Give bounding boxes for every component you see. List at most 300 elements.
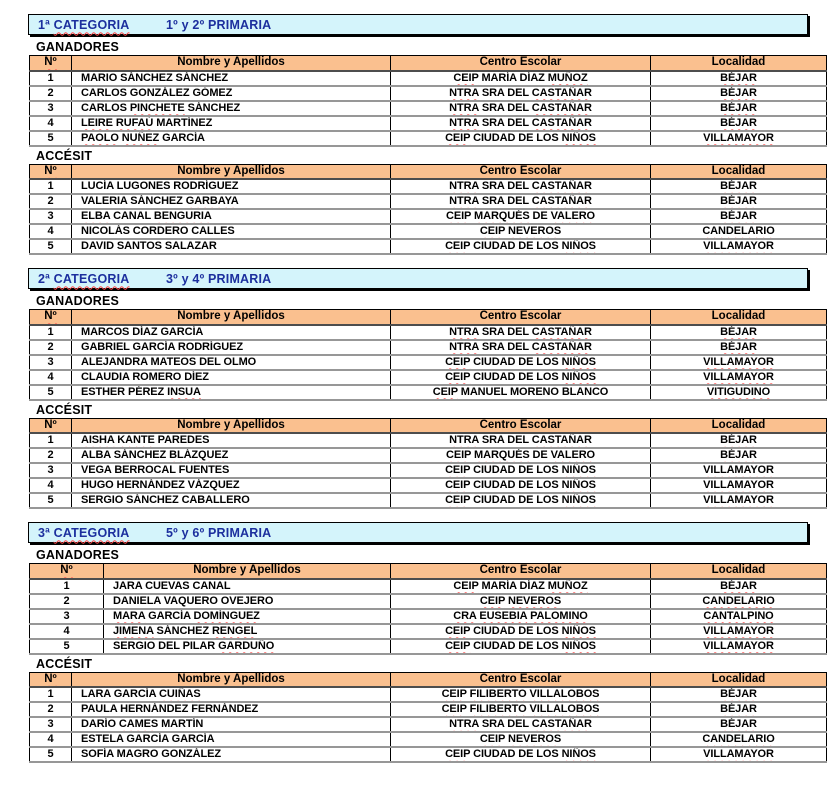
misspelled-word: VILLAMAYOR	[703, 748, 774, 760]
cell-school: CEIP MARQUÉS DE VALERO	[391, 209, 651, 224]
table-row	[30, 448, 827, 463]
misspelled-word: BLÁZQUEZ	[169, 449, 229, 461]
cell-name: MARA GARCÍA DOMÍNGUEZ	[104, 609, 391, 624]
misspelled-word: NTRA	[449, 195, 479, 207]
header-school: Centro Escolar	[391, 164, 651, 179]
cell-num: 5	[30, 639, 104, 654]
misspelled-word: BÉJAR	[720, 579, 757, 592]
cell-school: CEIP CIUDAD DE LOS NIÑOS	[391, 493, 651, 508]
category-title: 1ª CATEGORIA	[38, 17, 130, 32]
cell-school: NTRA SRA DEL CASTAÑAR	[391, 433, 651, 448]
accesit-group	[28, 149, 836, 256]
table-row	[30, 209, 827, 224]
group-label: ACCÉSIT	[36, 402, 93, 417]
misspelled-word: CEIP	[445, 639, 471, 652]
results-table	[29, 164, 827, 256]
header-name: Nombre y Apellidos	[72, 164, 391, 179]
winners-group	[28, 548, 836, 655]
misspelled-word: CEIP	[432, 385, 458, 398]
cell-town	[651, 131, 827, 146]
results-table	[29, 55, 827, 147]
cell-town	[651, 116, 827, 131]
cell-name: DAVID SANTOS SALAZAR	[72, 239, 391, 254]
misspelled-word: CEIP	[479, 594, 505, 607]
cell-school: NTRA SRA DEL CASTAÑAR	[391, 194, 651, 209]
cell-town	[651, 493, 827, 508]
cell-num: 1	[30, 687, 72, 702]
cell-num: 1	[30, 71, 72, 86]
misspelled-word: VILLAMAYOR	[703, 639, 774, 652]
group-label: ACCÉSIT	[36, 148, 93, 163]
cell-town	[651, 717, 827, 732]
header-school: Centro Escolar	[391, 564, 651, 579]
results-table	[29, 309, 827, 401]
misspelled-word: VILLAMAYOR	[703, 494, 774, 506]
misspelled-word: AISHA	[81, 434, 115, 446]
misspelled-word: CEIP	[453, 71, 479, 84]
cell-town	[651, 86, 827, 101]
misspelled-word: VILLAMAYOR	[703, 240, 774, 252]
category-header-bar	[28, 522, 808, 543]
cell-school: CEIP CIUDAD DE LOS NIÑOS	[391, 624, 651, 639]
cell-name: MARCOS DÍAZ GARCÍA	[72, 325, 391, 340]
cell-town	[651, 579, 827, 594]
header-town: Localidad	[651, 672, 827, 687]
misspelled-word: VALERO	[550, 210, 595, 222]
misspelled-word: ELBA	[81, 210, 111, 222]
misspelled-word: CASTAÑAR	[531, 86, 592, 99]
misspelled-word: BÉJAR	[720, 703, 757, 715]
cell-town	[651, 101, 827, 116]
category-grades: 1º y 2º PRIMARIA	[166, 17, 272, 32]
cell-name: ESTHER PÉREZ INSUA	[72, 385, 391, 400]
misspelled-word: NIÑOS	[561, 355, 596, 368]
cell-num: 5	[30, 385, 72, 400]
table-body	[30, 179, 827, 254]
results-table	[29, 563, 827, 655]
table-row	[30, 116, 827, 131]
misspelled-word: VALERO	[550, 449, 595, 461]
misspelled-word: BÉJAR	[720, 195, 757, 207]
header-school: Centro Escolar	[391, 310, 651, 325]
misspelled-word: PINCHETE	[129, 101, 185, 114]
misspelled-word: NEVEROS	[507, 594, 562, 607]
cell-num: 2	[30, 448, 72, 463]
cell-town	[651, 194, 827, 209]
misspelled-word: NTRA	[449, 325, 479, 338]
results-table	[29, 672, 827, 764]
misspelled-word: CANTALPINO	[703, 609, 774, 622]
misspelled-word: CASTAÑAR	[531, 434, 592, 446]
header-school: Centro Escolar	[391, 418, 651, 433]
cell-school: CEIP CIUDAD DE LOS NIÑOS	[391, 463, 651, 478]
misspelled-word: VILLAMAYOR	[703, 355, 774, 368]
cell-school: CEIP CIUDAD DE LOS NIÑOS	[391, 239, 651, 254]
table-row	[30, 101, 827, 116]
cell-town	[651, 433, 827, 448]
table-header-row	[30, 564, 827, 579]
cell-town	[651, 370, 827, 385]
cell-num: 5	[30, 493, 72, 508]
misspelled-word: CASTAÑAR	[531, 116, 592, 129]
misspelled-word: NIÑOS	[561, 370, 596, 383]
cell-school: CEIP CIUDAD DE LOS NIÑOS	[391, 747, 651, 762]
misspelled-word: BÉJAR	[720, 325, 757, 338]
cell-town	[651, 609, 827, 624]
table-body	[30, 433, 827, 508]
header-town: Localidad	[651, 310, 827, 325]
misspelled-word: BÉJAR	[720, 116, 757, 129]
misspelled-word: CEIP	[446, 210, 472, 222]
misspelled-word: NTRA	[449, 116, 479, 129]
accesit-group	[28, 657, 836, 764]
misspelled-word: PAOLO	[81, 131, 119, 144]
misspelled-word: NIÑOS	[561, 479, 596, 491]
cell-num: 4	[30, 370, 72, 385]
misspelled-word: CANDELARIO	[702, 733, 775, 745]
cell-num: 1	[30, 179, 72, 194]
table-row	[30, 687, 827, 702]
misspelled-word: CANDELARIO	[702, 225, 775, 237]
misspelled-word: BÉJAR	[720, 210, 757, 222]
cell-num: 3	[30, 101, 72, 116]
table-row	[30, 194, 827, 209]
cell-school: NTRA SRA DEL CASTAÑAR	[391, 340, 651, 355]
misspelled-word: NIÑOS	[561, 240, 596, 252]
misspelled-word: CEIP	[445, 131, 471, 144]
misspelled-word: CEIP	[453, 579, 479, 592]
table-row	[30, 86, 827, 101]
misspelled-word: CEIP	[446, 449, 472, 461]
cell-school: CEIP CIUDAD DE LOS NIÑOS	[391, 370, 651, 385]
accesit-group	[28, 403, 836, 510]
misspelled-word: NIÑOS	[561, 494, 596, 506]
table-row	[30, 639, 827, 654]
cell-school: NTRA SRA DEL CASTAÑAR	[391, 325, 651, 340]
cell-num: 4	[30, 732, 72, 747]
misspelled-word: BENGURIA	[153, 210, 212, 222]
misspelled-word: CEIP	[445, 240, 471, 252]
winners-group	[28, 294, 836, 401]
cell-name: HUGO HERNÁNDEZ VÁZQUEZ	[72, 478, 391, 493]
cell-num: 1	[30, 579, 104, 594]
cell-school: CEIP MARÍA DÍAZ MUÑOZ	[391, 71, 651, 86]
cell-school: NTRA SRA DEL CASTAÑAR	[391, 717, 651, 732]
header-num	[30, 56, 72, 71]
table-body	[30, 687, 827, 762]
cell-name: LARA GARCÍA CUIÑAS	[72, 687, 391, 702]
cell-num: 2	[30, 702, 72, 717]
table-body	[30, 325, 827, 400]
misspelled-word: Nº	[44, 56, 57, 69]
cell-school: CEIP CIUDAD DE LOS NIÑOS	[391, 131, 651, 146]
cell-name: ELBA CANAL BENGURIA	[72, 209, 391, 224]
misspelled-word: BÉJAR	[720, 180, 757, 192]
table-row	[30, 325, 827, 340]
cell-school	[391, 594, 651, 609]
cell-num: 3	[30, 609, 104, 624]
cell-town	[651, 594, 827, 609]
header-town: Localidad	[651, 564, 827, 579]
misspelled-word: MUÑOZ	[547, 71, 588, 84]
cell-town	[651, 463, 827, 478]
misspelled-word: VILLALOBOS	[529, 703, 600, 715]
misspelled-word: CANDELARIO	[702, 594, 775, 607]
category-header-bar	[28, 14, 808, 35]
cell-name: DARÍO CAMES MARTÍN	[72, 717, 391, 732]
cell-num: 2	[30, 340, 72, 355]
misspelled-word: CEIP	[441, 688, 467, 700]
category-section	[28, 522, 836, 763]
cell-name: ESTELA GARCÍA GARCÍA	[72, 732, 391, 747]
cell-num: 5	[30, 131, 72, 146]
misspelled-word: NIÑOS	[561, 131, 596, 144]
misspelled-word: NTRA	[449, 718, 479, 730]
misspelled-word: JIMENA	[113, 624, 154, 637]
table-header-row	[30, 672, 827, 687]
cell-num: 4	[30, 116, 72, 131]
cell-name: JIMENA SÁNCHEZ RENGEL	[104, 624, 391, 639]
cell-num: 5	[30, 747, 72, 762]
misspelled-word: MUÑOZ	[547, 579, 588, 592]
misspelled-word: CEIP	[445, 494, 471, 506]
misspelled-word: Nº	[44, 310, 57, 323]
cell-school: CEIP MARÍA DÍAZ MUÑOZ	[391, 579, 651, 594]
table-row	[30, 433, 827, 448]
misspelled-word: VILLAMAYOR	[703, 370, 774, 383]
table-row	[30, 493, 827, 508]
misspelled-word: BÉJAR	[720, 718, 757, 730]
misspelled-word: NTRA	[449, 86, 479, 99]
table-row	[30, 239, 827, 254]
group-label: GANADORES	[36, 40, 120, 54]
cell-name: ALBA SÁNCHEZ BLÁZQUEZ	[72, 448, 391, 463]
table-row	[30, 702, 827, 717]
cell-town	[651, 702, 827, 717]
table-row	[30, 340, 827, 355]
table-header-row	[30, 418, 827, 433]
cell-name: VALERIA SÁNCHEZ GARBAYA	[72, 194, 391, 209]
table-row	[30, 624, 827, 639]
table-row	[30, 609, 827, 624]
category-grades: 5º y 6º PRIMARIA	[166, 525, 272, 540]
cell-num: 3	[30, 463, 72, 478]
cell-town	[651, 224, 827, 239]
misspelled-word: CASTAÑAR	[531, 718, 592, 730]
category-section	[28, 268, 836, 509]
misspelled-word: CATEGORIA	[53, 271, 130, 286]
cell-town	[651, 478, 827, 493]
misspelled-word: CAMES	[118, 718, 159, 730]
cell-num: 5	[30, 239, 72, 254]
header-num	[30, 310, 72, 325]
misspelled-word: CEIP	[445, 479, 471, 491]
cell-name: DANIELA VAQUERO OVEJERO	[104, 594, 391, 609]
cell-town	[651, 385, 827, 400]
cell-name: VEGA BERROCAL FUENTES	[72, 463, 391, 478]
category-title: 3ª CATEGORIA	[38, 525, 130, 540]
misspelled-word: MARQUÉS	[474, 210, 530, 222]
cell-school	[391, 609, 651, 624]
misspelled-word: Nº	[44, 672, 57, 685]
cell-name: PAULA HERNÁNDEZ FERNÁNDEZ	[72, 702, 391, 717]
cell-name: LEIRE RUFAÚ MARTÍNEZ	[72, 116, 391, 131]
cell-town	[651, 71, 827, 86]
table-row	[30, 179, 827, 194]
group-label: ACCÉSIT	[36, 656, 93, 671]
misspelled-word: CASTAÑAR	[531, 325, 592, 338]
table-row	[30, 478, 827, 493]
table-row	[30, 71, 827, 86]
table-row	[30, 370, 827, 385]
misspelled-word: CASTAÑAR	[531, 195, 592, 207]
cell-school	[391, 687, 651, 702]
misspelled-word: VILLAMAYOR	[703, 479, 774, 491]
header-num	[30, 418, 72, 433]
misspelled-word: LEIRE	[81, 116, 113, 129]
misspelled-word: NEVEROS	[507, 733, 562, 745]
misspelled-word: CASTAÑAR	[531, 101, 592, 114]
misspelled-word: VILLAMAYOR	[703, 624, 774, 637]
cell-school: NTRA SRA DEL CASTAÑAR	[391, 179, 651, 194]
cell-num: 4	[30, 224, 72, 239]
table-row	[30, 594, 827, 609]
cell-school: CEIP MARQUÉS DE VALERO	[391, 448, 651, 463]
misspelled-word: CEIP	[445, 370, 471, 383]
header-name: Nombre y Apellidos	[72, 310, 391, 325]
misspelled-word: BÉJAR	[720, 449, 757, 461]
cell-name: GABRIEL GARCÍA RODRÍGUEZ	[72, 340, 391, 355]
cell-school	[391, 702, 651, 717]
table-header-row	[30, 310, 827, 325]
category-grades: 3º y 4º PRIMARIA	[166, 271, 272, 286]
header-name: Nombre y Apellidos	[72, 56, 391, 71]
misspelled-word: Nº	[60, 564, 73, 577]
cell-town	[651, 747, 827, 762]
misspelled-word: FILIBERTO	[469, 703, 527, 715]
misspelled-word: NEVEROS	[507, 225, 562, 237]
misspelled-word: RENGEL	[211, 624, 258, 637]
misspelled-word: GARDUÑO	[218, 639, 275, 652]
misspelled-word: CEIP	[479, 733, 505, 745]
misspelled-word: NTRA	[449, 434, 479, 446]
cell-town	[651, 179, 827, 194]
misspelled-word: BÉJAR	[720, 434, 757, 446]
table-body	[30, 579, 827, 654]
misspelled-word: CEIP	[445, 355, 471, 368]
group-label: GANADORES	[36, 548, 120, 562]
results-table	[29, 418, 827, 510]
table-header-row	[30, 164, 827, 179]
cell-num: 1	[30, 325, 72, 340]
misspelled-word: VILLAMAYOR	[703, 131, 774, 144]
header-name: Nombre y Apellidos	[104, 564, 391, 579]
category-header-bar	[28, 268, 808, 289]
cell-town	[651, 355, 827, 370]
cell-school: CEIP CIUDAD DE LOS NIÑOS	[391, 355, 651, 370]
misspelled-word: CRA	[453, 609, 477, 622]
misspelled-word: NTRA	[449, 180, 479, 192]
cell-num: 1	[30, 433, 72, 448]
table-row	[30, 463, 827, 478]
cell-num: 2	[30, 86, 72, 101]
misspelled-word: FILIBERTO	[469, 688, 527, 700]
cell-school: CEIP CIUDAD DE LOS NIÑOS	[391, 478, 651, 493]
misspelled-word: NTRA	[449, 340, 479, 353]
cell-town	[651, 448, 827, 463]
misspelled-word: CEIP	[479, 225, 505, 237]
cell-num: 3	[30, 717, 72, 732]
misspelled-word: NUÑEZ	[121, 131, 160, 144]
cell-school: CEIP MANUEL MORENO BLANCO	[391, 385, 651, 400]
cell-name: ALEJANDRA MATEOS DEL OLMO	[72, 355, 391, 370]
header-school: Centro Escolar	[391, 672, 651, 687]
misspelled-word: Nº	[44, 164, 57, 177]
misspelled-word: CEIP	[441, 703, 467, 715]
cell-school	[391, 224, 651, 239]
table-row	[30, 717, 827, 732]
header-name: Nombre y Apellidos	[72, 418, 391, 433]
misspelled-word: BÉJAR	[720, 688, 757, 700]
cell-num: 3	[30, 355, 72, 370]
cell-name: CLAUDIA ROMERO DÍEZ	[72, 370, 391, 385]
table-row	[30, 747, 827, 762]
cell-school	[391, 732, 651, 747]
misspelled-word: VILLALOBOS	[529, 688, 600, 700]
misspelled-word: CASTAÑAR	[531, 340, 592, 353]
cell-name: JARA CUEVAS CANAL	[104, 579, 391, 594]
misspelled-word: CATEGORIA	[53, 17, 130, 32]
table-row	[30, 385, 827, 400]
table-row	[30, 131, 827, 146]
misspelled-word: EUSEBIA	[479, 609, 528, 622]
misspelled-word: INSUA	[167, 385, 201, 398]
header-town: Localidad	[651, 56, 827, 71]
misspelled-word: MARQUÉS	[474, 449, 530, 461]
misspelled-word: BÉJAR	[720, 86, 757, 99]
misspelled-word: VITIGUDINO	[706, 385, 771, 398]
cell-name: CARLOS GONZÁLEZ GÓMEZ	[72, 86, 391, 101]
category-title: 2ª CATEGORIA	[38, 271, 130, 286]
cell-name: AISHA KANTE PAREDES	[72, 433, 391, 448]
misspelled-word: Nº	[44, 418, 57, 431]
header-town: Localidad	[651, 418, 827, 433]
misspelled-word: NTRA	[449, 101, 479, 114]
cell-school: NTRA SRA DEL CASTAÑAR	[391, 116, 651, 131]
misspelled-word: CATEGORIA	[53, 525, 130, 540]
misspelled-word: NIÑOS	[561, 624, 596, 637]
cell-num: 3	[30, 209, 72, 224]
table-row	[30, 732, 827, 747]
misspelled-word: BÉJAR	[720, 71, 757, 84]
cell-school: NTRA SRA DEL CASTAÑAR	[391, 101, 651, 116]
table-header-row	[30, 56, 827, 71]
cell-town	[651, 639, 827, 654]
misspelled-word: NIÑOS	[561, 748, 596, 760]
misspelled-word: PALOMINO	[530, 609, 588, 622]
cell-name: NICOLÁS CORDERO CALLES	[72, 224, 391, 239]
cell-school: NTRA SRA DEL CASTAÑAR	[391, 86, 651, 101]
misspelled-word: RUFAÚ	[115, 116, 154, 129]
cell-name: SERGIO SÁNCHEZ CABALLERO	[72, 493, 391, 508]
cell-town	[651, 209, 827, 224]
cell-name: SOFÍA MAGRO GONZÁLEZ	[72, 747, 391, 762]
header-town: Localidad	[651, 164, 827, 179]
misspelled-word: CASTAÑAR	[531, 180, 592, 192]
cell-town	[651, 325, 827, 340]
misspelled-word: DOMÍNGUEZ	[193, 609, 260, 622]
cell-num: 4	[30, 624, 104, 639]
